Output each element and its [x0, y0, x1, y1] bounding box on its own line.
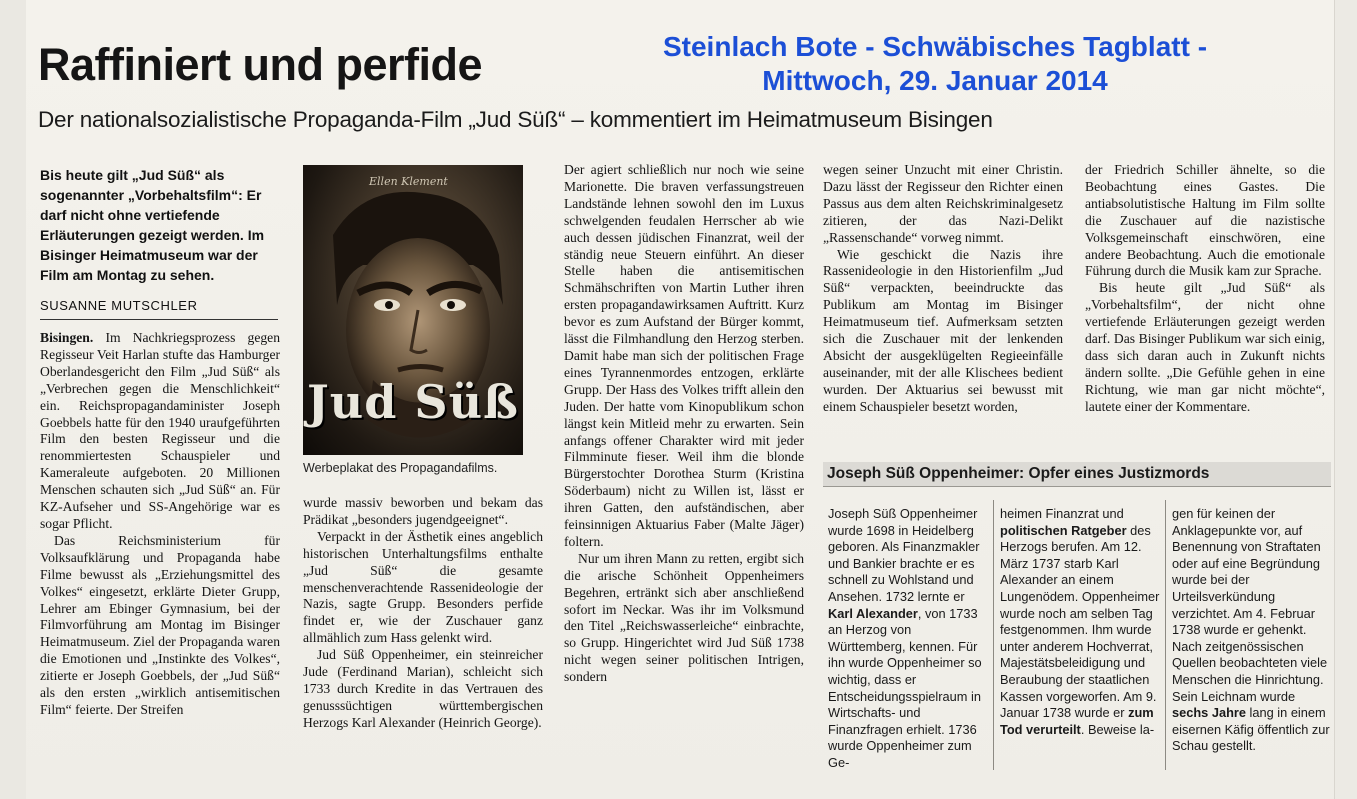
- text-column-2: [303, 495, 543, 785]
- paragraph: Der agiert schließlich nur noch wie seine Marionette. Die braven verfassungstreuen Landstände lehnen sowohl den im Luxus schwelgenden feudalen Herrscher ab wie auch dessen jüdischen Finanzrat, weil der ständig neue Steuern einführt. An dieser Stelle haben die antisemitischen Schmähschriften von Martin Luther ihren ersten propagandawirksamen Auftritt. Kurz bevor es zum Aufstand der Bürger kommt, lässt die Filmhandlung den Herzog sterben. Damit habe man sich der politischen Frage eines Tyrannenmordes entzogen, erklärte Grupp. Der Hass des Volkes trifft allein den Juden. Der hatte vom Kinopublikum schon längst kein Mitleid mehr zu erwarten. Sein anfangs offener Charakter wird mit jeder Filmminute fieser. Weil ihm die blonde Bürgerstochter Dorothea Sturm (Kristina Söderbaum) nicht zu Willen ist, lässt er ihren Gatten, den aufständischen, aber feinsinnigen Aktuarius Faber (Malte Jäger) foltern.: [564, 162, 804, 549]
- headline: Raffiniert und perfide: [38, 39, 483, 90]
- info-text: . Beweise la-: [1080, 721, 1155, 737]
- text-column-3: [564, 162, 804, 782]
- dateline: Bisingen.: [40, 330, 94, 345]
- info-text: lang in einem eisernen Käfig öffentlich zur Schau gestellt.: [1172, 705, 1330, 754]
- info-highlight: Karl Alexander: [828, 605, 918, 621]
- info-text: heimen Finanzrat und: [1000, 506, 1124, 521]
- text-column-1: [40, 330, 280, 792]
- film-poster-image: [303, 165, 523, 455]
- paragraph: wurde massiv beworben und bekam das Prädikat „besonders jugendgeeignet“.: [303, 495, 543, 527]
- lead-paragraph: Bis heute gilt „Jud Süß“ als sogenannter „Vorbehaltsfilm“: Er darf nicht ohne vertiefende Erläuterungen gezeigt werden. Im Bisinger Heimatmuseum war der Film am Montag zu sehen.: [40, 167, 265, 283]
- info-highlight: zum Tod verurteilt: [1000, 705, 1154, 737]
- poster-actor-credit: Ellen Klement: [369, 175, 448, 188]
- info-highlight: politischen Ratgeber: [1000, 522, 1127, 538]
- text-column-5: [1085, 162, 1325, 447]
- info-box-column-3: [1172, 506, 1334, 776]
- paragraph: Bis heute gilt „Jud Süß“ als „Vorbehaltsfilm“, der nicht ohne vertiefende Erläuterungen gezeigt werden darf. Das Bisinger Publikum war sich einig, dass sich daran auch in Zukunft nichts ändern sollte. „Die Gefühle gehen in eine Richtung, wie man gar nicht möchte“, lautete einer der Kommentare.: [1085, 280, 1325, 414]
- adjacent-article-edge-left: [0, 0, 26, 799]
- source-stamp-line1: Steinlach Bote - Schwäbisches Tagblatt -: [662, 31, 1208, 62]
- paragraph: Das Reichsministerium für Volksaufklärung und Propaganda habe Filme bewusst als „Erziehungsmittel des Volkes“ eingesetzt, erklärte Dieter Grupp, Lehrer am Ebinger Gymnasium, bei der Filmvorführung am Montag im Bisinger Heimatmuseum. Ziel der Propaganda waren die Emotionen und „Instinkte des Volkes“, zitierte er Joseph Goebbels, der „Jud Süß“ als den ersten „wirklich antisemitischen Film“ feierte. Der Streifen: [40, 532, 280, 717]
- info-text: gen für keinen der Anklagepunkte vor, auf Benennung von Straftaten oder auf eine Begründung wurde bei der Urteilsverkündung verzichtet. Am 4. Februar 1738 wurde er gehenkt. Nach zeitgenössischen Quellen beobachteten viele Menschen die Hinrichtung. Sein Leichnam wurde: [1172, 506, 1328, 704]
- info-box-title: Joseph Süß Oppenheimer: Opfer eines Justizmords: [827, 465, 1210, 482]
- info-text: des Herzogs berufen. Am 12. März 1737 starb Karl Alexander an einem Lungenödem. Oppenheimer wurde noch am selben Tag festgenommen. Ihm wurde unter anderem Hochverrat, Majestätsbeleidigung und Beraubung der staatlichen Kassen vorgeworfen. Am 9. Januar 1738 wurde er: [1000, 522, 1160, 721]
- image-caption: Werbeplakat des Propagandafilms.: [303, 461, 498, 475]
- poster-title: Jud Süß: [306, 375, 519, 429]
- paragraph: Verpackt in der Ästhetik eines angeblich historischen Unterhaltungsfilms enthalte „Jud Süß“ die gesamte menschenverachtende Rassenideologie der Nazis, sagte Grupp. Besonders perfide findet er, wie der Zuschauer ganz allmählich zum Hass gelenkt wird.: [303, 528, 543, 646]
- adjacent-article-edge-right: [1334, 0, 1357, 799]
- column-divider: [993, 500, 994, 770]
- info-box-header: [823, 462, 1331, 487]
- paragraph: der Friedrich Schiller ähnelte, so die Beobachtung eines Gastes. Die antiabsolutistische Haltung im Film sollte die Zuschauer auf die nazistische Volksgemeinschaft einschwören, eine andere Beobachtung. Auch die emotionale Führung durch die Musik kam zur Sprache.: [1085, 162, 1325, 279]
- source-stamp-line2: Mittwoch, 29. Januar 2014: [762, 65, 1108, 96]
- subheadline: Der nationalsozialistische Propaganda-Film „Jud Süß“ – kommentiert im Heimatmuseum Bisingen: [38, 107, 993, 132]
- source-stamp: [585, 30, 1285, 98]
- text-column-4: [823, 162, 1063, 447]
- column-divider: [1165, 500, 1166, 770]
- author-byline: SUSANNE MUTSCHLER: [40, 298, 278, 320]
- info-text: Joseph Süß Oppenheimer wurde 1698 in Heidelberg geboren. Als Finanzmakler und Bankier brachte er es schnell zu Wohlstand und Ansehen. 1732 lernte er: [828, 506, 980, 604]
- info-text: , von 1733 an Herzog von Württemberg, kennen. Für ihn wurde Oppenheimer so wichtig, dass er Entscheidungsspielraum in Wirtschafts- und Finanzfragen erhielt. 1736 wurde Oppenheimer zum Ge-: [828, 605, 982, 770]
- paragraph: [40, 330, 280, 533]
- info-box-column-1: [828, 506, 990, 776]
- paragraph-text: Im Nachkriegsprozess gegen Regisseur Veit Harlan stufte das Hamburger Oberlandesgericht den Film „Jud Süß“ als „Verbrechen gegen die Menschlichkeit“ ein. Reichspropagandaminister Joseph Goebbels hatte für den 1940 uraufgeführten Film den besten Regisseur und die renommiertesten Schauspieler und Kameraleute aufgeboten. 20 Millionen Menschen schauten sich „Jud Süß“ an. Für KZ-Aufseher und SS-Angehörige war es sogar Pflicht.: [40, 330, 280, 531]
- paragraph: wegen seiner Unzucht mit einer Christin. Dazu lässt der Regisseur den Richter einen Passus aus dem alten Reichskriminalgesetz zitieren, der das Nazi-Delikt „Rassenschande“ vorweg nimmt.: [823, 162, 1063, 245]
- paragraph: Nur um ihren Mann zu retten, ergibt sich die arische Schönheit Oppenheimers Begehren, ertränkt sich aber anschließend sofort im Neckar. Was ihr im Volksmund den Titel „Reichswasserleiche“ einbrachte, so Grupp. Hingerichtet wird Jud Süß 1738 nicht wegen seiner politischen Intrigen, sondern: [564, 550, 804, 685]
- paragraph: Wie geschickt die Nazis ihre Rassenideologie in den Historienfilm „Jud Süß“ verpackten, beeindruckte das Publikum am Montag im Bisinger Heimatmuseum tief. Aufmerksam setzten sich die Zuschauer mit der lenkenden Absicht der ausgeklügelten Regieeinfälle auseinander, mit der alle Klischees bedient wurden. Der Aktuarius sei bewusst mit einem Schauspieler besetzt worden,: [823, 246, 1063, 414]
- paragraph: Jud Süß Oppenheimer, ein steinreicher Jude (Ferdinand Marian), schleicht sich 1733 durch Kredite in das Vertrauen des genusssüchtigen württembergischen Herzogs Karl Alexander (Heinrich George).: [303, 647, 543, 730]
- info-box-column-2: [1000, 506, 1162, 776]
- info-highlight: sechs Jahre: [1172, 705, 1246, 721]
